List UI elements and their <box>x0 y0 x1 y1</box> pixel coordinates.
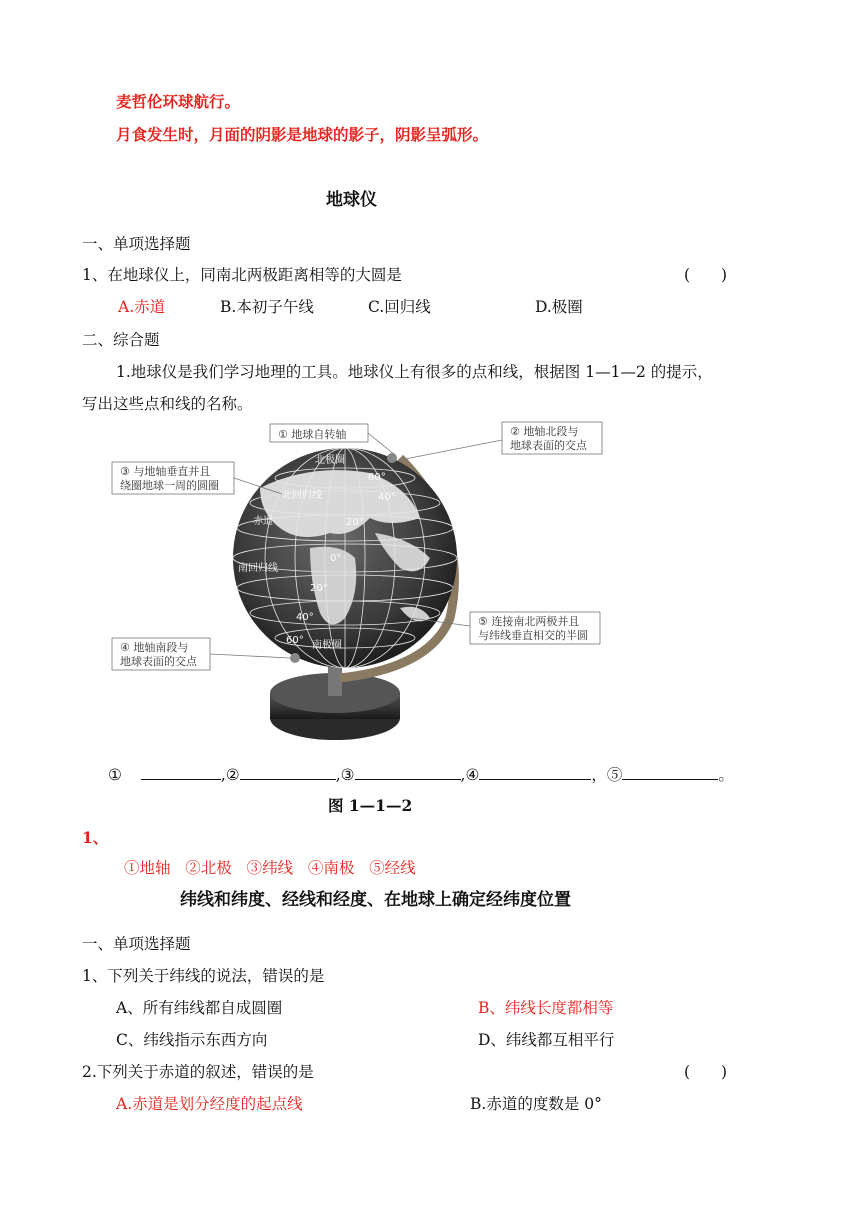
option-b: B.本初子午线 <box>220 298 314 316</box>
label-equator: 赤道 <box>253 516 273 527</box>
blank-2[interactable] <box>240 763 336 780</box>
question-1-stem: 1、在地球仪上，同南北两极距离相等的大圆是 <box>82 266 402 284</box>
figure-caption: 图 1—1—2 <box>328 796 413 815</box>
part-heading-choice-2: 一、单项选择题 <box>82 935 191 953</box>
part-heading-choice: 一、单项选择题 <box>82 235 191 253</box>
svg-text:③ 与地轴垂直并且: ③ 与地轴垂直并且 <box>120 465 211 478</box>
label-20s: 20° <box>310 583 328 594</box>
blank-label-4: ④ <box>465 766 480 784</box>
globe-base <box>270 666 400 740</box>
callout-parallel <box>112 462 282 494</box>
svg-text:④ 地轴南段与: ④ 地轴南段与 <box>120 641 189 654</box>
callout-north-pole <box>400 422 602 460</box>
svg-text:绕圈地球一周的圆圈: 绕圈地球一周的圆圈 <box>120 479 219 492</box>
label-0deg: 0° <box>330 553 342 564</box>
svg-text:与纬线垂直相交的半圆: 与纬线垂直相交的半圆 <box>478 629 588 642</box>
svg-text:① 地球自转轴: ① 地球自转轴 <box>278 428 347 441</box>
part-heading-comprehensive: 二、综合题 <box>82 331 160 349</box>
blank-label-3: ③ <box>340 766 355 784</box>
latitude-option-c: C、纬线指示东西方向 <box>116 1031 268 1049</box>
label-antarctic-circle: 南极圈 <box>312 640 342 651</box>
globe-body <box>233 448 457 668</box>
label-north-tropic: 北回归线 <box>282 490 322 501</box>
label-60s: 60° <box>286 635 304 646</box>
answer-paren-2: ( ) <box>684 1063 728 1081</box>
answer-paren: ( ) <box>684 266 728 284</box>
blank-3[interactable] <box>355 763 461 780</box>
callout-south-pole <box>112 638 290 670</box>
label-40s: 40° <box>296 612 314 623</box>
svg-text:⑤ 连接南北两极并且: ⑤ 连接南北两极并且 <box>478 615 580 628</box>
answer-label: 1、 <box>82 828 109 847</box>
latitude-option-d: D、纬线都互相平行 <box>478 1031 615 1049</box>
latitude-option-b: B、纬线长度都相等 <box>478 999 614 1017</box>
svg-text:地球表面的交点: 地球表面的交点 <box>120 655 197 668</box>
answer-text: ①地轴 ②北极 ③纬线 ④南极 ⑤经线 <box>124 859 416 877</box>
blank-5[interactable] <box>622 763 718 780</box>
blank-4[interactable] <box>479 763 591 780</box>
latitude-option-a: A、所有纬线都自成圆圈 <box>116 999 283 1017</box>
question-latitude-stem: 1、下列关于纬线的说法，错误的是 <box>82 967 325 985</box>
blank-1[interactable] <box>141 763 221 780</box>
label-arctic-circle: 北极圈 <box>315 455 345 466</box>
globe-figure <box>110 418 610 748</box>
question-2-stem-line-1: 1.地球仪是我们学习地理的工具。地球仪上有很多的点和线，根据图 1—1—2 的提示， <box>116 363 713 381</box>
answer-line-2: 月食发生时，月面的阴影是地球的影子，阴影呈弧形。 <box>116 125 489 144</box>
label-40n: 40° <box>378 492 396 503</box>
equator-option-b: B.赤道的度数是 0° <box>470 1095 602 1113</box>
blank-end: 。 <box>718 766 734 784</box>
equator-option-a: A.赤道是划分经度的起点线 <box>116 1095 303 1113</box>
svg-text:地球表面的交点: 地球表面的交点 <box>510 439 587 452</box>
label-south-tropic: 南回归线 <box>238 563 278 574</box>
question-equator-stem: 2.下列关于赤道的叙述，错误的是 <box>82 1063 314 1081</box>
blank-label-2: ② <box>225 766 240 784</box>
option-c: C.回归线 <box>368 298 431 316</box>
fill-blanks-row: ① ,② ,③ ,④ ，⑤ 。 <box>108 763 734 785</box>
section-title-globe: 地球仪 <box>326 190 377 210</box>
blank-label-5: ⑤ <box>606 766 623 784</box>
question-2-stem-line-2: 写出这些点和线的名称。 <box>82 395 253 413</box>
label-20n: 20° <box>346 517 364 528</box>
answer-line-1: 麦哲伦环球航行。 <box>116 92 241 111</box>
option-d: D.极圈 <box>535 298 583 316</box>
blank-label-1: ① <box>108 766 122 784</box>
svg-text:② 地轴北段与: ② 地轴北段与 <box>510 425 579 438</box>
label-60n: 60° <box>368 472 386 483</box>
option-a: A.赤道 <box>118 298 166 316</box>
section-title-latlong: 纬线和纬度、经线和经度、在地球上确定经纬度位置 <box>180 890 571 910</box>
